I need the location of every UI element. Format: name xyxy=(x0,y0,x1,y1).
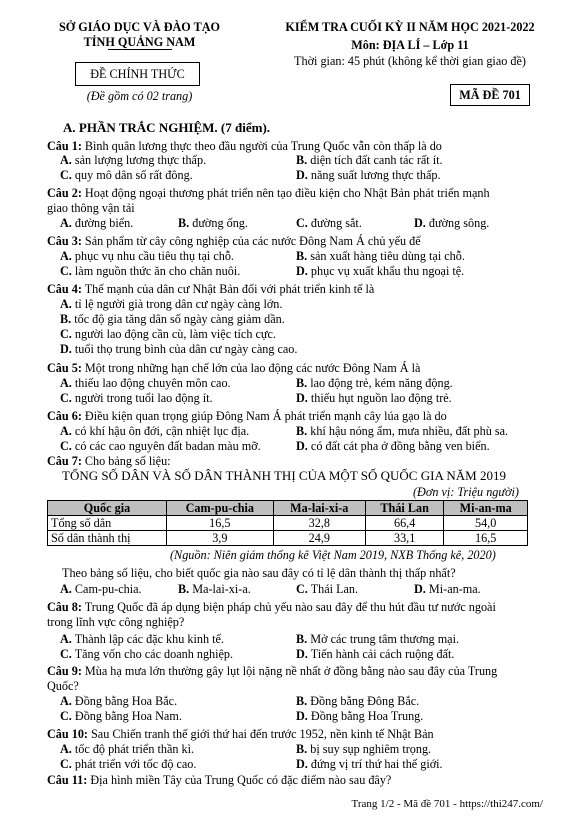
table-row xyxy=(48,531,528,546)
q4-option-a: A. tỉ lệ người già trong dân cư ngày càng lớn. xyxy=(60,297,283,311)
table-unit: (Đơn vị: Triệu người) xyxy=(413,485,519,499)
divider xyxy=(108,49,172,50)
table-cell: 33,1 xyxy=(365,531,443,546)
q10-option-d: D. đứng vị trí thứ hai thế giới. xyxy=(296,757,443,771)
q4-option-d: D. tuổi thọ trung bình của dân cư ngày càng cao. xyxy=(60,342,298,356)
q10-option-b: B. bị suy sụp nghiêm trọng. xyxy=(296,742,432,756)
q6-option-d: D. có đất cát pha ở đồng bằng ven biển. xyxy=(296,439,490,453)
q1-option-c: C. quy mô dân số rất đông. xyxy=(60,168,193,182)
section-a-title: A. PHẦN TRẮC NGHIỆM. (7 điểm). xyxy=(63,120,271,135)
question-2: Câu 2: Hoạt động ngoại thương phát triển nên tạo điều kiện cho Nhật Bản phát triển mạnh giao thông vận tải xyxy=(47,186,490,215)
exam-title: KIỂM TRA CUỐI KỲ II NĂM HỌC 2021-2022 xyxy=(285,20,535,34)
table-header-cell: Ma-lai-xi-a xyxy=(273,501,365,516)
table-source: (Nguồn: Niên giám thống kê Việt Nam 2019, NXB Thống kê, 2020) xyxy=(170,548,496,562)
table-cell: 66,4 xyxy=(365,516,443,531)
q5-option-b: B. lao động trẻ, kém năng động. xyxy=(296,376,453,390)
q9-option-b: B. Đồng bằng Đông Bắc. xyxy=(296,694,420,708)
q2-option-d: D. đường sông. xyxy=(414,216,490,230)
q7-option-a: A. Cam-pu-chia. xyxy=(60,582,142,596)
q1-option-b: B. diện tích đất canh tác rất ít. xyxy=(296,153,443,167)
table-cell: 24,9 xyxy=(273,531,365,546)
table-header-cell: Quốc gia xyxy=(48,501,167,516)
q9-option-a: A. Đồng bằng Hoa Bắc. xyxy=(60,694,178,708)
exam-header xyxy=(255,20,565,69)
q8-option-b: B. Mở các trung tâm thương mại. xyxy=(296,632,460,646)
q9-option-c: C. Đồng bằng Hoa Nam. xyxy=(60,709,182,723)
q4-option-c: C. người lao động cần cù, làm việc tích cực. xyxy=(60,327,276,341)
q7-question: Theo bảng số liệu, cho biết quốc gia nào sau đây có tỉ lệ dân thành thị thấp nhất? xyxy=(62,566,456,580)
population-table xyxy=(47,500,528,546)
q1-option-a: A. sản lượng lương thực thấp. xyxy=(60,153,207,167)
q6-option-a: A. có khí hậu ôn đới, cận nhiệt lục địa. xyxy=(60,424,250,438)
q3-option-c: C. làm nguồn thức ăn cho chăn nuôi. xyxy=(60,264,241,278)
page-footer: Trang 1/2 - Mã đề 701 - https://thi247.com/ xyxy=(351,798,543,810)
q1-option-d: D. năng suất lương thực thấp. xyxy=(296,168,441,182)
question-8: Câu 8: Trung Quốc đã áp dụng biện pháp chủ yếu nào sau đây để thu hút đầu tư nước ngoài trong lĩnh vực công nghiệp? xyxy=(47,600,496,629)
question-7: Câu 7: Cho bảng số liệu: xyxy=(47,454,171,468)
pages-note: (Đề gồm có 02 trang) xyxy=(86,89,193,103)
exam-code-box: MÃ ĐỀ 701 xyxy=(450,84,530,106)
table-title: TỔNG SỐ DÂN VÀ SỐ DÂN THÀNH THỊ CỦA MỘT SỐ QUỐC GIA NĂM 2019 xyxy=(62,468,506,483)
department-name xyxy=(32,20,247,49)
q2-option-b: B. đường ống. xyxy=(178,216,248,230)
q5-option-a: A. thiếu lao động chuyên môn cao. xyxy=(60,376,231,390)
table-cell: 16,5 xyxy=(167,516,274,531)
official-stamp: ĐỀ CHÍNH THỨC xyxy=(75,62,200,86)
table-header-cell: Mi-an-ma xyxy=(444,501,528,516)
department-line-2: TỈNH QUẢNG NAM xyxy=(83,34,196,49)
q10-option-c: C. phát triển với tốc độ cao. xyxy=(60,757,197,771)
table-row xyxy=(48,516,528,531)
table-cell: Tổng số dân xyxy=(48,516,167,531)
table-cell: 32,8 xyxy=(273,516,365,531)
question-1: Câu 1: Bình quân lương thực theo đầu người của Trung Quốc vẫn còn thấp là do xyxy=(47,139,442,153)
question-4: Câu 4: Thế mạnh của dân cư Nhật Bản đối với phát triển kinh tế là xyxy=(47,282,375,296)
exam-time: Thời gian: 45 phút (không kể thời gian giao đề) xyxy=(294,54,526,69)
question-6: Câu 6: Điều kiện quan trọng giúp Đông Nam Á phát triển mạnh cây lúa gạo là do xyxy=(47,409,447,423)
q6-option-b: B. khí hậu nóng ẩm, mưa nhiều, đất phù sa. xyxy=(296,424,509,438)
q5-option-d: D. thiếu hụt nguồn lao động trẻ. xyxy=(296,391,452,405)
q4-option-b: B. tốc độ gia tăng dân số ngày càng giảm dần. xyxy=(60,312,285,326)
question-9: Câu 9: Mùa hạ mưa lớn thường gây lụt lội nặng nề nhất ở đồng bằng nào sau đây của Trung Quốc? xyxy=(47,664,498,693)
table-cell: 16,5 xyxy=(444,531,528,546)
q5-option-c: C. người trong tuổi lao động ít. xyxy=(60,391,213,405)
table-header-cell: Thái Lan xyxy=(365,501,443,516)
q2-option-a: A. đường biển. xyxy=(60,216,134,230)
table-cell: 54,0 xyxy=(444,516,528,531)
question-11: Câu 11: Địa hình miền Tây của Trung Quốc có đặc điểm nào sau đây? xyxy=(47,773,392,787)
q7-option-d: D. Mi-an-ma. xyxy=(414,582,481,596)
question-5: Câu 5: Một trong những hạn chế lớn của lao động các nước Đông Nam Á là xyxy=(47,361,421,375)
q3-option-d: D. phục vụ xuất khẩu thu ngoại tệ. xyxy=(296,264,465,278)
q8-option-d: D. Tiến hành cải cách ruộng đất. xyxy=(296,647,455,661)
question-10: Câu 10: Sau Chiến tranh thế giới thứ hai đến trước 1952, nền kinh tế Nhật Bản xyxy=(47,727,434,741)
exam-subject: Môn: ĐỊA LÍ – Lớp 11 xyxy=(351,37,469,52)
question-3: Câu 3: Sản phẩm từ cây công nghiệp của các nước Đông Nam Á chủ yếu để xyxy=(47,234,421,248)
q3-option-b: B. sản xuất hàng tiêu dùng tại chỗ. xyxy=(296,249,465,263)
table-cell: Số dân thành thị xyxy=(48,531,167,546)
q6-option-c: C. có các cao nguyên đất badan màu mỡ. xyxy=(60,439,261,453)
department-line-1: SỞ GIÁO DỤC VÀ ĐÀO TẠO xyxy=(58,20,221,34)
table-cell: 3,9 xyxy=(167,531,274,546)
q8-option-c: C. Tăng vốn cho các doanh nghiệp. xyxy=(60,647,234,661)
table-header-cell: Cam-pu-chia xyxy=(167,501,274,516)
q7-option-c: C. Thái Lan. xyxy=(296,582,359,596)
q2-option-c: C. đường sắt. xyxy=(296,216,362,230)
q3-option-a: A. phục vụ nhu cầu tiêu thụ tại chỗ. xyxy=(60,249,234,263)
q9-option-d: D. Đồng bằng Hoa Trung. xyxy=(296,709,424,723)
q7-option-b: B. Ma-lai-xi-a. xyxy=(178,582,251,596)
table-header-row xyxy=(48,501,528,516)
q8-option-a: A. Thành lập các đặc khu kinh tế. xyxy=(60,632,224,646)
q10-option-a: A. tốc độ phát triển thần kì. xyxy=(60,742,195,756)
